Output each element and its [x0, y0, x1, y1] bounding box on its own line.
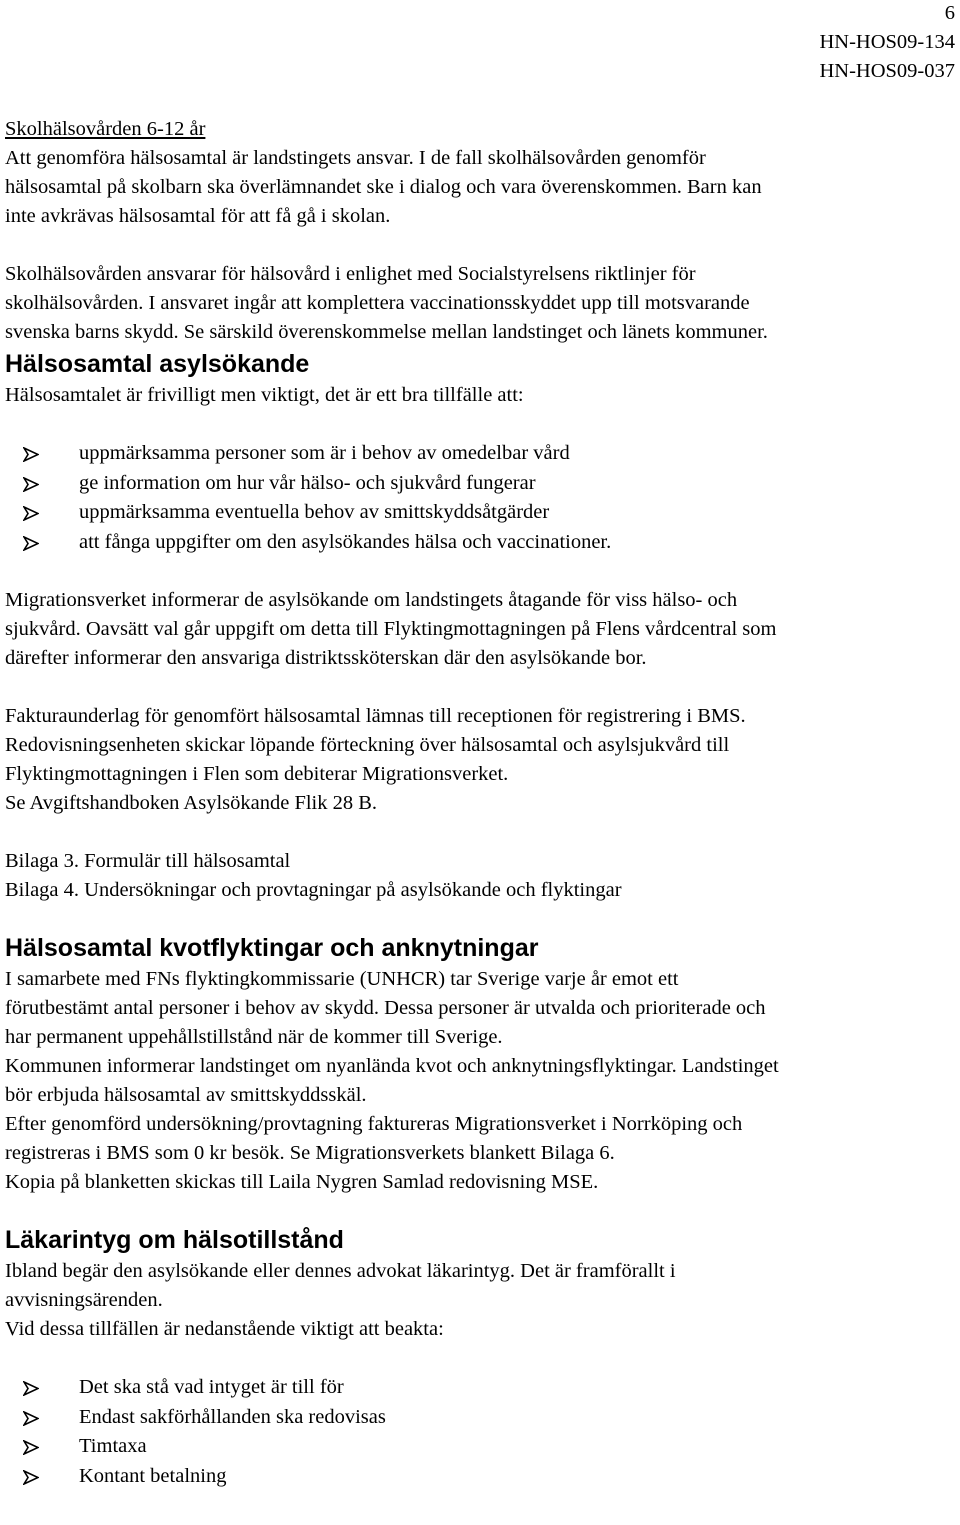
paragraph-line: Skolhälsovården ansvarar för hälsovård i enlighet med Socialstyrelsens riktlinjer för: [5, 263, 696, 285]
paragraph-line: Fakturaunderlag för genomfört hälsosamtal lämnas till receptionen för registrering i BMS.: [5, 705, 746, 727]
asylum-intro: Hälsosamtalet är frivilligt men viktigt, det är ett bra tillfälle att:: [5, 384, 524, 406]
paragraph-line: har permanent uppehållstillstånd när de kommer till Sverige.: [5, 1026, 503, 1048]
paragraph-line: bör erbjuda hälsosamtal av smittskyddsskäl.: [5, 1084, 367, 1106]
paragraph-line: Se Avgiftshandboken Asylsökande Flik 28 B.: [5, 792, 378, 814]
paragraph-line: förutbestämt antal personer i behov av skydd. Dessa personer är utvalda och prioriterade och: [5, 997, 766, 1019]
paragraph-line: hälsosamtal på skolbarn ska överlämnandet ske i dialog och vara överenskommen. Barn kan: [5, 176, 762, 198]
paragraph-line: Migrationsverket informerar de asylsökande om landstingets åtagande för viss hälso- och: [5, 589, 738, 611]
paragraph-line: Efter genomförd undersökning/provtagning faktureras Migrationsverket i Norrköping och: [5, 1113, 743, 1135]
asylum-bullet-list: [5, 439, 957, 557]
document-code-2: HN-HOS09-037: [819, 60, 955, 82]
paragraph-line: sjukvård. Oavsätt val går uppgift om detta till Flyktingmottagningen på Flens vårdcentral som: [5, 618, 777, 640]
paragraph-line: Vid dessa tillfällen är nedanstående viktigt att beakta:: [5, 1318, 444, 1340]
page-number: 6: [944, 2, 955, 24]
paragraph-line: Ibland begär den asylsökande eller dennes advokat läkarintyg. Det är framförallt i: [5, 1260, 676, 1282]
certificate-bullet-list: [5, 1373, 957, 1491]
appendix-line: Bilaga 3. Formulär till hälsosamtal: [5, 850, 291, 872]
document-body: [5, 115, 957, 1491]
paragraph-line: därefter informerar den ansvariga distriktssköterskan där den asylsökande bor.: [5, 647, 647, 669]
list-item: Det ska stå vad intyget är till för: [5, 1373, 957, 1403]
paragraph-line: skolhälsovården. I ansvaret ingår att komplettera vaccinationsskyddet upp till motsvarande: [5, 292, 750, 314]
list-item: Timtaxa: [5, 1432, 957, 1462]
list-item: uppmärksamma eventuella behov av smittskyddsåtgärder: [5, 498, 957, 528]
paragraph-line: Kopia på blanketten skickas till Laila Nygren Samlad redovisning MSE.: [5, 1171, 599, 1193]
paragraph-line: I samarbete med FNs flyktingkommissarie (UNHCR) tar Sverige varje år emot ett: [5, 968, 679, 990]
paragraph-line: Kommunen informerar landstinget om nyanlända kvot och anknytningsflyktingar. Landstinget: [5, 1055, 779, 1077]
asylum-heading: Hälsosamtal asylsökande: [5, 350, 310, 378]
paragraph-line: Att genomföra hälsosamtal är landstingets ansvar. I de fall skolhälsovården genomför: [5, 147, 706, 169]
quota-refugees-heading: Hälsosamtal kvotflyktingar och anknytningar: [5, 934, 539, 962]
paragraph-line: registreras i BMS som 0 kr besök. Se Migrationsverkets blankett Bilaga 6.: [5, 1142, 615, 1164]
list-item: att fånga uppgifter om den asylsökandes hälsa och vaccinationer.: [5, 528, 957, 558]
document-code-1: HN-HOS09-134: [819, 31, 955, 53]
list-item: Endast sakförhållanden ska redovisas: [5, 1403, 957, 1433]
list-item: ge information om hur vår hälso- och sjukvård fungerar: [5, 469, 957, 499]
appendix-line: Bilaga 4. Undersökningar och provtagningar på asylsökande och flyktingar: [5, 879, 622, 901]
list-item: uppmärksamma personer som är i behov av omedelbar vård: [5, 439, 957, 469]
list-item: Kontant betalning: [5, 1462, 957, 1492]
paragraph-line: Flyktingmottagningen i Flen som debiterar Migrationsverket.: [5, 763, 509, 785]
paragraph-line: avvisningsärenden.: [5, 1289, 163, 1311]
paragraph-line: Redovisningsenheten skickar löpande förteckning över hälsosamtal och asylsjukvård till: [5, 734, 730, 756]
paragraph-line: inte avkrävas hälsosamtal för att få gå i skolan.: [5, 205, 391, 227]
medical-certificate-heading: Läkarintyg om hälsotillstånd: [5, 1226, 344, 1254]
school-health-title: Skolhälsovården 6-12 år: [5, 118, 206, 140]
paragraph-line: svenska barns skydd. Se särskild överenskommelse mellan landstinget och länets kommuner.: [5, 321, 768, 343]
